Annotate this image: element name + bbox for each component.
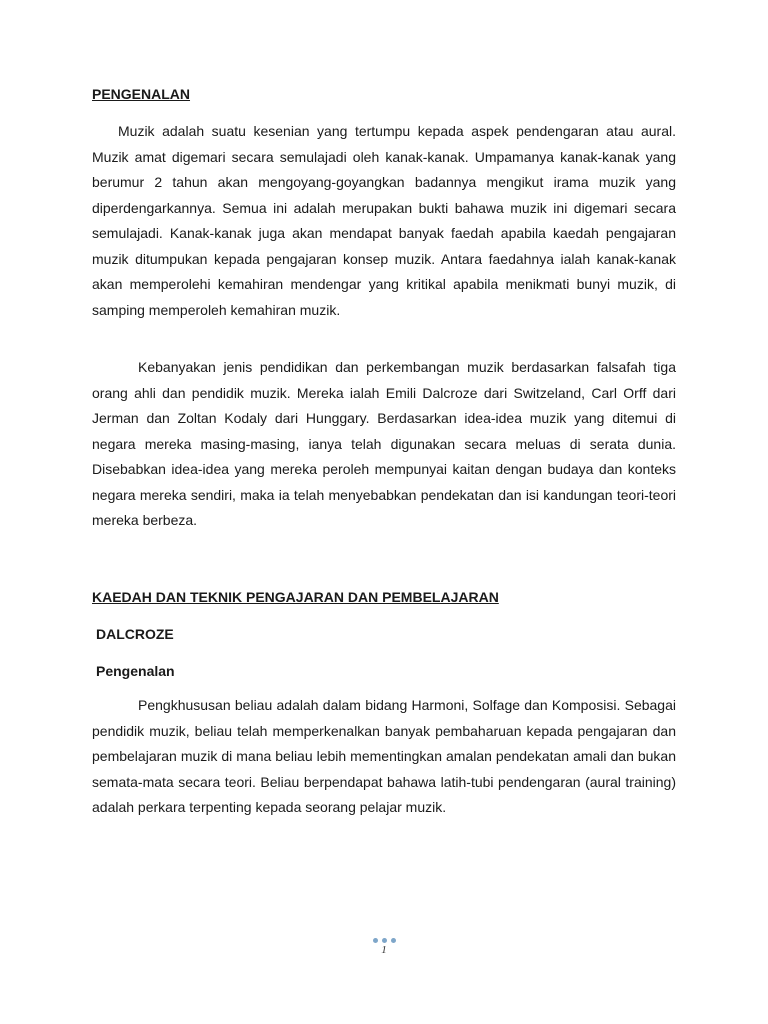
paragraph-dalcroze: Pengkhususan beliau adalah dalam bidang Harmoni, Solfage dan Komposisi. Sebagai pendidik muzik, beliau telah memperkenalkan banyak pembaharuan kepada pengajaran dan pembelajaran muzik di mana beliau lebih mementingkan amalan pendekatan amali dan bukan semata-mata secara teori. Beliau berpendapat bahawa latih-tubi pendengaran (aural training) adalah perkara terpenting kepada seorang pelajar muzik. xyxy=(92,697,676,815)
dot-icon xyxy=(391,938,396,943)
subsection-title-dalcroze: DALCROZE xyxy=(96,626,174,642)
section-title-kaedah: KAEDAH DAN TEKNIK PENGAJARAN DAN PEMBELAJARAN xyxy=(92,589,499,605)
dot-icon xyxy=(382,938,387,943)
page-number: 1 xyxy=(381,944,387,956)
dot-icon xyxy=(373,938,378,943)
footer-dots-decoration xyxy=(0,938,768,943)
subsection-title-pengenalan: Pengenalan xyxy=(96,663,175,679)
paragraph-philosophy: Kebanyakan jenis pendidikan dan perkembangan muzik berdasarkan falsafah tiga orang ahli dan pendidik muzik. Mereka ialah Emili Dalcroze dari Switzeland, Carl Orff dari Jerman dan Zoltan Kodaly dari Hunggary. Berdasarkan idea-idea muzik yang ditemui di negara mereka masing-masing, ianya telah digunakan secara meluas di serata dunia. Disebabkan idea-idea yang mereka peroleh mempunyai kaitan dengan budaya dan konteks negara mereka sendiri, maka ia telah menyebabkan pendekatan dan isi kandungan teori-teori mereka berbeza. xyxy=(92,359,676,528)
page-footer xyxy=(0,938,768,956)
paragraph-intro: Muzik adalah suatu kesenian yang tertumpu kepada aspek pendengaran atau aural. Muzik amat digemari secara semulajadi oleh kanak-kanak. Umpamanya kanak-kanak yang berumur 2 tahun akan mengoyang-goyangkan badannya mengikut irama muzik yang diperdengarkannya. Semua ini adalah merupakan bukti bahawa muzik ini digemari secara semulajadi. Kanak-kanak juga akan mendapat banyak faedah apabila kaedah pengajaran muzik ditumpukan kepada pengajaran konsep muzik. Antara faedahnya ialah kanak-kanak akan memperolehi kemahiran mendengar yang kritikal apabila menikmati bunyi muzik, di samping memperoleh kemahiran muzik. xyxy=(92,123,676,318)
section-title-pengenalan: PENGENALAN xyxy=(92,86,191,102)
